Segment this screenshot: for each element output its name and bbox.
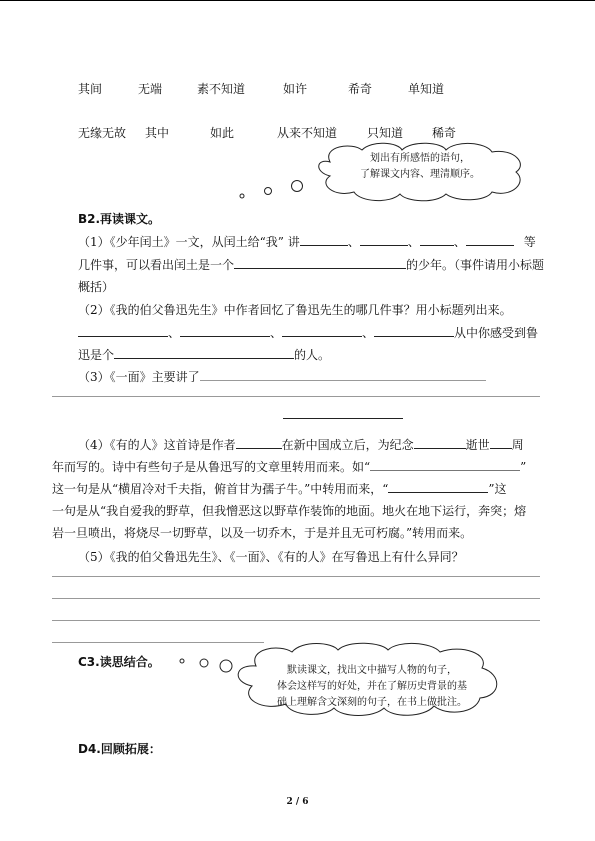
question-5: （5）《我的伯父鲁迅先生》、《一面》、《有的人》在写鲁迅上有什么异同？ (78, 550, 464, 564)
answer-line[interactable] (283, 418, 403, 419)
cloud-1-line: 了解课文内容、理清顺序。 (360, 169, 480, 180)
answer-blank[interactable] (388, 480, 488, 493)
section-b2-heading: B2.再读课文。 (78, 212, 161, 226)
word: 如此 (210, 126, 235, 140)
word: 素不知道 (197, 82, 246, 96)
question-1-line-1: （1）《少年闰土》一文，从闰土给“我” 讲 、 、 、 等 (78, 235, 536, 249)
word: 从来不知道 (277, 126, 338, 140)
answer-blank[interactable] (466, 233, 514, 246)
answer-line[interactable] (52, 620, 540, 621)
cloud-2-line: 础上理解含文深刻的句子，在书上做批注。 (277, 697, 467, 708)
answer-blank[interactable] (374, 324, 454, 337)
word: 无缘无故 (78, 126, 127, 140)
answer-blank[interactable] (490, 436, 512, 449)
word: 稀奇 (432, 126, 457, 140)
answer-blank[interactable] (234, 256, 406, 269)
answer-line[interactable] (52, 576, 540, 577)
word: 无端 (138, 82, 163, 96)
answer-blank[interactable] (236, 436, 282, 449)
section-d4-heading: D4.回顾拓展： (78, 742, 161, 756)
cloud-1-text (340, 151, 500, 183)
answer-blank[interactable] (360, 233, 408, 246)
word: 其间 (78, 82, 103, 96)
thought-bubble-dot (240, 194, 244, 198)
answer-line[interactable] (52, 396, 540, 397)
answer-blank[interactable] (114, 346, 294, 359)
section-c3-heading: C3.读思结合。 (78, 655, 160, 669)
answer-line[interactable] (52, 598, 540, 599)
thought-bubble-dot (265, 188, 272, 195)
answer-blank[interactable] (282, 324, 362, 337)
top-border (0, 0, 595, 1)
answer-blank[interactable] (414, 436, 466, 449)
word: 希奇 (348, 82, 373, 96)
thought-bubble-dot (200, 659, 208, 667)
answer-blank[interactable] (78, 324, 168, 337)
answer-blank[interactable] (300, 233, 348, 246)
question-4-line-5: 岩一旦喷出，将烧尽一切野草，以及一切乔木，于是并且无可朽腐。”转用而来。 (52, 526, 473, 540)
thought-bubble-dot (220, 660, 232, 672)
question-2-line-3: 迅是个 的人。 (78, 348, 331, 362)
thought-bubble-dot (292, 181, 303, 192)
answer-blank[interactable] (420, 233, 454, 246)
question-2-line-1: （2）《我的伯父鲁迅先生》中作者回忆了鲁迅先生的哪几件事？用小标题列出来。 (78, 303, 512, 317)
thought-bubble-dot (180, 659, 184, 663)
word: 其中 (145, 126, 170, 140)
cloud-2-line: 体会这样写的好处，并在了解历史背景的基 (277, 681, 467, 692)
question-4-line-3: 这一句是从“横眉冷对千夫指，俯首甘为孺子牛。”中转用而来，“ ”这 (52, 482, 507, 496)
answer-blank[interactable] (200, 368, 486, 381)
cloud-2-line: 默读课文，找出文中描写人物的句子， (287, 665, 457, 676)
question-4-line-4: 一句是从“我自爱我的野草，但我憎恶这以野草作装饰的地面。地火在地下运行，奔突；熔 (52, 504, 527, 518)
question-4-line-1: （4）《有的人》这首诗是作者 在新中国成立后，为纪念 逝世 周 (78, 438, 524, 452)
cloud-2-text (262, 663, 482, 711)
word: 如许 (283, 82, 308, 96)
question-4-line-2: 年而写的。诗中有些句子是从鲁迅写的文章里转用而来。如“ ” (52, 460, 527, 474)
cloud-1-line: 划出有所感悟的语句， (370, 153, 470, 164)
page-number: 2 / 6 (286, 797, 309, 807)
answer-blank[interactable] (180, 324, 270, 337)
question-text: （1）《少年闰土》一文，从闰土给“我” 讲 (78, 235, 300, 249)
question-1-line-2: 几件事，可以看出闰土是一个 的少年。（事件请用小标题 (78, 258, 545, 272)
word: 只知道 (367, 126, 404, 140)
word: 单知道 (408, 82, 445, 96)
question-2-line-2: 、 、 、 从中你感受到鲁 (78, 324, 538, 341)
question-3: （3）《一面》主要讲了 (78, 368, 486, 385)
question-1-line-3: 概括） (78, 280, 115, 294)
answer-blank[interactable] (370, 458, 520, 471)
